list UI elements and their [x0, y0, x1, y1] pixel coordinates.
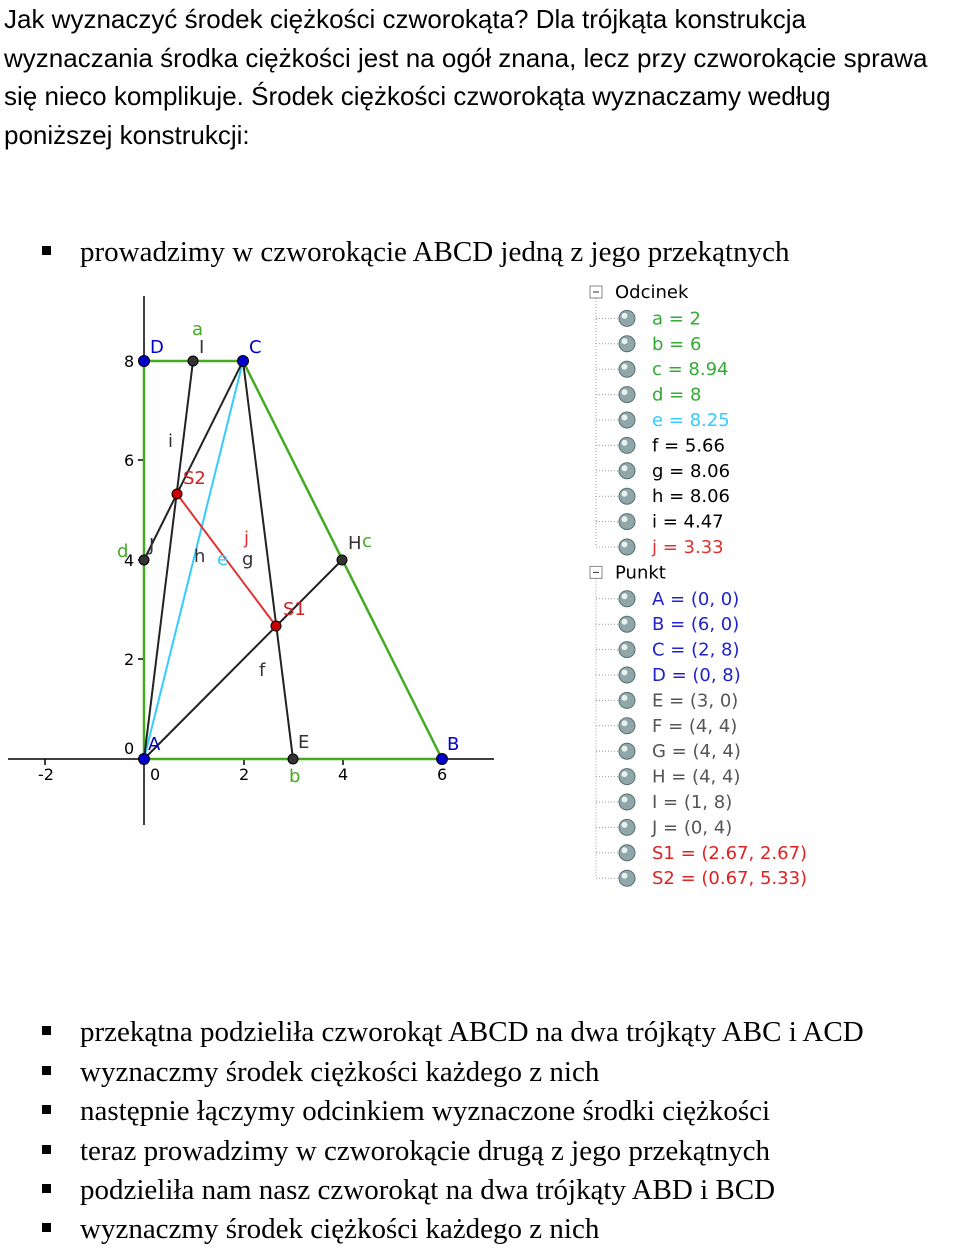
- visibility-toggle-icon[interactable]: [619, 336, 635, 352]
- intro-line-2: wyznaczania środka ciężkości jest na ogół znana, lecz przy czworokącie sprawa: [4, 42, 928, 73]
- algebra-item[interactable]: b = 6: [652, 333, 702, 355]
- label-h-point: H: [348, 533, 362, 554]
- visibility-toggle-highlight: [622, 465, 628, 471]
- bullet-item-6: [0, 1210, 960, 1250]
- label-d: D: [150, 337, 164, 358]
- algebra-item[interactable]: S2 = (0.67, 5.33): [652, 868, 808, 890]
- x-tick-label-minus2: -2: [38, 765, 54, 784]
- algebra-view: [590, 282, 807, 889]
- visibility-toggle-icon[interactable]: [619, 616, 635, 632]
- y-tick-label-6: 6: [124, 451, 135, 470]
- visibility-toggle-icon[interactable]: [619, 514, 635, 530]
- label-d-side: d: [117, 541, 129, 562]
- label-s1: S1: [283, 599, 306, 620]
- label-segment-f: f: [259, 660, 266, 681]
- algebra-item[interactable]: F = (4, 4): [652, 715, 738, 737]
- x-tick-label-4: 4: [338, 765, 349, 784]
- visibility-toggle-highlight: [622, 313, 628, 319]
- x-tick-label-2: 2: [239, 765, 250, 784]
- bullet-text: następnie łączymy odcinkiem wyznaczone środki ciężkości: [80, 1095, 771, 1127]
- bullet-text: podzieliła nam nasz czworokąt na dwa trójkąty ABD i BCD: [80, 1174, 776, 1206]
- algebra-item[interactable]: i = 4.47: [652, 511, 724, 533]
- point-s2: [172, 489, 182, 499]
- algebra-item[interactable]: g = 8.06: [652, 460, 731, 482]
- visibility-toggle-highlight: [622, 516, 628, 522]
- visibility-toggle-icon[interactable]: [619, 743, 635, 759]
- bullet-square-icon: [42, 1223, 51, 1232]
- visibility-toggle-highlight: [622, 593, 628, 599]
- algebra-item[interactable]: d = 8: [652, 384, 702, 406]
- label-j-point: J: [149, 535, 155, 556]
- bullet-item-4: [0, 1132, 960, 1172]
- visibility-toggle-highlight: [622, 644, 628, 650]
- visibility-toggle-highlight: [622, 670, 628, 676]
- algebra-item[interactable]: e = 8.25: [652, 410, 730, 431]
- visibility-toggle-icon[interactable]: [619, 667, 635, 683]
- point-s1: [271, 621, 281, 631]
- visibility-toggle-highlight: [622, 771, 628, 777]
- label-c: C: [249, 337, 262, 358]
- point-b: [437, 754, 448, 765]
- point-e: [288, 754, 298, 764]
- segment-i: [144, 361, 243, 560]
- label-segment-e: e: [217, 549, 229, 570]
- label-s2: S2: [183, 468, 206, 489]
- visibility-toggle-icon[interactable]: [619, 769, 635, 785]
- algebra-item[interactable]: D = (0, 8): [652, 665, 741, 686]
- visibility-toggle-highlight: [622, 873, 628, 879]
- point-j: [139, 555, 149, 565]
- algebra-item[interactable]: h = 8.06: [652, 486, 731, 508]
- algebra-item[interactable]: a = 2: [652, 308, 702, 330]
- algebra-item[interactable]: j = 3.33: [652, 537, 724, 558]
- label-segment-a: a: [192, 319, 204, 340]
- visibility-toggle-highlight: [622, 491, 628, 497]
- visibility-toggle-highlight: [622, 822, 628, 828]
- visibility-toggle-highlight: [622, 720, 628, 726]
- algebra-item[interactable]: E = (3, 0): [652, 690, 739, 712]
- visibility-toggle-icon[interactable]: [619, 463, 635, 479]
- visibility-toggle-highlight: [622, 389, 628, 395]
- visibility-toggle-icon[interactable]: [619, 412, 635, 428]
- visibility-toggle-highlight: [622, 695, 628, 701]
- label-c-side: c: [362, 531, 372, 552]
- segment-h: [144, 361, 193, 759]
- visibility-toggle-highlight: [622, 797, 628, 803]
- intro-line-4: poniższej konstrukcji:: [4, 119, 250, 150]
- bullet-square-icon: [42, 1145, 51, 1154]
- label-a: A: [148, 734, 161, 755]
- visibility-toggle-highlight: [622, 338, 628, 344]
- label-segment-b: b: [289, 766, 301, 787]
- intro-line-3: się nieco komplikuje. Środek ciężkości czworokąta wyznaczamy według: [4, 81, 831, 111]
- bullet-item-2: [0, 1053, 960, 1093]
- y-tick-label-8: 8: [124, 352, 135, 371]
- visibility-toggle-highlight: [622, 619, 628, 625]
- visibility-toggle-icon[interactable]: [619, 387, 635, 403]
- visibility-toggle-highlight: [622, 364, 628, 370]
- y-tick-label-4: 4: [124, 551, 135, 570]
- x-tick-label-0: 0: [150, 765, 161, 784]
- visibility-toggle-icon[interactable]: [619, 361, 635, 377]
- algebra-item[interactable]: C = (2, 8): [652, 639, 740, 661]
- point-f: [337, 555, 347, 565]
- visibility-toggle-icon[interactable]: [619, 718, 635, 734]
- visibility-toggle-icon[interactable]: [619, 437, 635, 453]
- visibility-toggle-icon[interactable]: [619, 794, 635, 810]
- visibility-toggle-icon[interactable]: [619, 591, 635, 607]
- point-a: [139, 754, 150, 765]
- bullet-square-icon: [42, 1105, 51, 1114]
- visibility-toggle-highlight: [622, 415, 628, 421]
- y-tick-label-2: 2: [124, 650, 135, 669]
- bullet-square-icon: [42, 1066, 51, 1075]
- algebra-item[interactable]: G = (4, 4): [652, 741, 741, 763]
- visibility-toggle-highlight: [622, 542, 628, 548]
- label-b: B: [447, 734, 460, 755]
- point-c: [238, 356, 249, 367]
- algebra-item[interactable]: c = 8.94: [652, 359, 729, 381]
- visibility-toggle-highlight: [622, 440, 628, 446]
- bullet-text: przekątna podzieliła czworokąt ABCD na dwa trójkąty ABC i ACD: [80, 1016, 864, 1048]
- label-point-i: I: [199, 337, 205, 358]
- quadrilateral-abcd: [144, 361, 442, 759]
- bullet-text: wyznaczmy środek ciężkości każdego z nich: [80, 1056, 600, 1088]
- bullet-square-icon: [42, 1026, 51, 1035]
- bullet-text: prowadzimy w czworokącie ABCD jedną z jego przekątnych: [80, 236, 790, 268]
- y-tick-label-0: 0: [124, 739, 135, 758]
- x-tick-label-6: 6: [437, 765, 448, 784]
- algebra-item[interactable]: H = (4, 4): [652, 766, 741, 788]
- algebra-group-title: Odcinek: [615, 282, 689, 303]
- visibility-toggle-icon[interactable]: [619, 845, 635, 861]
- label-segment-h: h: [194, 546, 206, 567]
- label-segment-g: g: [242, 549, 254, 570]
- visibility-toggle-icon[interactable]: [619, 642, 635, 658]
- point-i: [188, 356, 198, 366]
- visibility-toggle-highlight: [622, 847, 628, 853]
- visibility-toggle-icon[interactable]: [619, 819, 635, 835]
- algebra-item[interactable]: A = (0, 0): [652, 588, 740, 610]
- bullet-item-3: [0, 1092, 960, 1132]
- algebra-group-title: Punkt: [615, 562, 666, 584]
- point-d: [139, 356, 150, 367]
- algebra-item[interactable]: J = (0, 4): [652, 817, 733, 839]
- label-segment-i: i: [168, 431, 174, 452]
- visibility-toggle-icon[interactable]: [619, 488, 635, 504]
- segment-f: [144, 560, 342, 759]
- bullet-item-1: [0, 1013, 960, 1053]
- bullet-square-icon: [42, 1184, 51, 1193]
- algebra-item[interactable]: B = (6, 0): [652, 614, 740, 636]
- bullet-text: wyznaczmy środek ciężkości każdego z nich: [80, 1213, 600, 1245]
- visibility-toggle-icon[interactable]: [619, 692, 635, 708]
- visibility-toggle-icon[interactable]: [619, 539, 635, 555]
- visibility-toggle-highlight: [622, 746, 628, 752]
- algebra-item[interactable]: f = 5.66: [652, 435, 725, 457]
- algebra-item[interactable]: S1 = (2.67, 2.67): [652, 842, 808, 864]
- visibility-toggle-icon[interactable]: [619, 870, 635, 886]
- bullet-text: teraz prowadzimy w czworokącie drugą z jego przekątnych: [80, 1135, 771, 1167]
- visibility-toggle-icon[interactable]: [619, 310, 635, 326]
- intro-line-1: Jak wyznaczyć środek ciężkości czworokąta? Dla trójkąta konstrukcja: [4, 4, 806, 34]
- label-e: E: [298, 732, 310, 753]
- label-segment-j: j: [244, 528, 250, 549]
- algebra-item[interactable]: I = (1, 8): [652, 792, 733, 813]
- bullet-item-5: [0, 1171, 960, 1211]
